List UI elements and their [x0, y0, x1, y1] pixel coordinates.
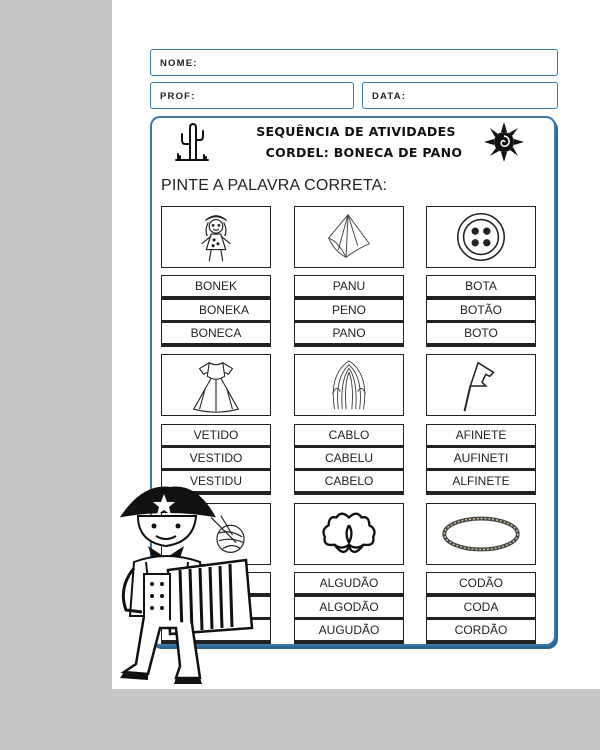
option-cabelo-2[interactable]: CABELU: [294, 447, 404, 469]
option-algodao-3[interactable]: AUGUDÃO: [294, 619, 404, 641]
option-botao-2[interactable]: BOTÃO: [426, 299, 536, 321]
pushpin-icon: [426, 354, 536, 416]
cloth-icon: [294, 206, 404, 268]
option-boneca-2[interactable]: BONEKA: [161, 299, 271, 321]
teacher-label: PROF:: [160, 91, 196, 102]
option-botao-3[interactable]: BOTO: [426, 322, 536, 344]
option-cordao-3[interactable]: CORDÃO: [426, 619, 536, 641]
rag-doll-icon: [161, 206, 271, 268]
option-boneca-3[interactable]: BONECA: [161, 322, 271, 344]
sun-icon: [482, 120, 526, 164]
dress-icon: [161, 354, 271, 416]
option-cabelo-3[interactable]: CABELO: [294, 470, 404, 492]
option-vestido-1[interactable]: VETIDO: [161, 424, 271, 446]
name-label: NOME:: [160, 58, 198, 69]
option-algodao-2[interactable]: ALGODÃO: [294, 596, 404, 618]
title-line-2: CORDEL: BONECA DE PANO: [265, 145, 463, 160]
rope-icon: [426, 503, 536, 565]
option-cordao-1[interactable]: CODÃO: [426, 572, 536, 594]
option-cabelo-1[interactable]: CABLO: [294, 424, 404, 446]
button-icon: [426, 206, 536, 268]
option-boneca-1[interactable]: BONEK: [161, 275, 271, 297]
instruction: PINTE A PALAVRA CORRETA:: [161, 177, 388, 194]
cotton-flower-icon: [294, 503, 404, 565]
option-alfinete-2[interactable]: AUFINETI: [426, 447, 536, 469]
option-algodao-1[interactable]: ALGUDÃO: [294, 572, 404, 594]
option-vestido-2[interactable]: VESTIDO: [161, 447, 271, 469]
hair-icon: [294, 354, 404, 416]
option-cordao-2[interactable]: CODA: [426, 596, 536, 618]
option-alfinete-3[interactable]: ALFINETE: [426, 470, 536, 492]
teacher-field[interactable]: [150, 82, 354, 109]
date-field[interactable]: [362, 82, 558, 109]
option-pano-2[interactable]: PENO: [294, 299, 404, 321]
date-label: DATA:: [372, 91, 407, 102]
name-field[interactable]: [150, 49, 558, 76]
title-line-1: SEQUÊNCIA DE ATIVIDADES: [256, 124, 456, 139]
option-pano-3[interactable]: PANO: [294, 322, 404, 344]
option-vestido-3[interactable]: VESTIDU: [161, 470, 271, 492]
accordion-player-illustration: [104, 478, 274, 688]
option-botao-1[interactable]: BOTA: [426, 275, 536, 297]
cactus-icon: [172, 120, 212, 162]
option-alfinete-1[interactable]: AFINETE: [426, 424, 536, 446]
option-pano-1[interactable]: PANU: [294, 275, 404, 297]
